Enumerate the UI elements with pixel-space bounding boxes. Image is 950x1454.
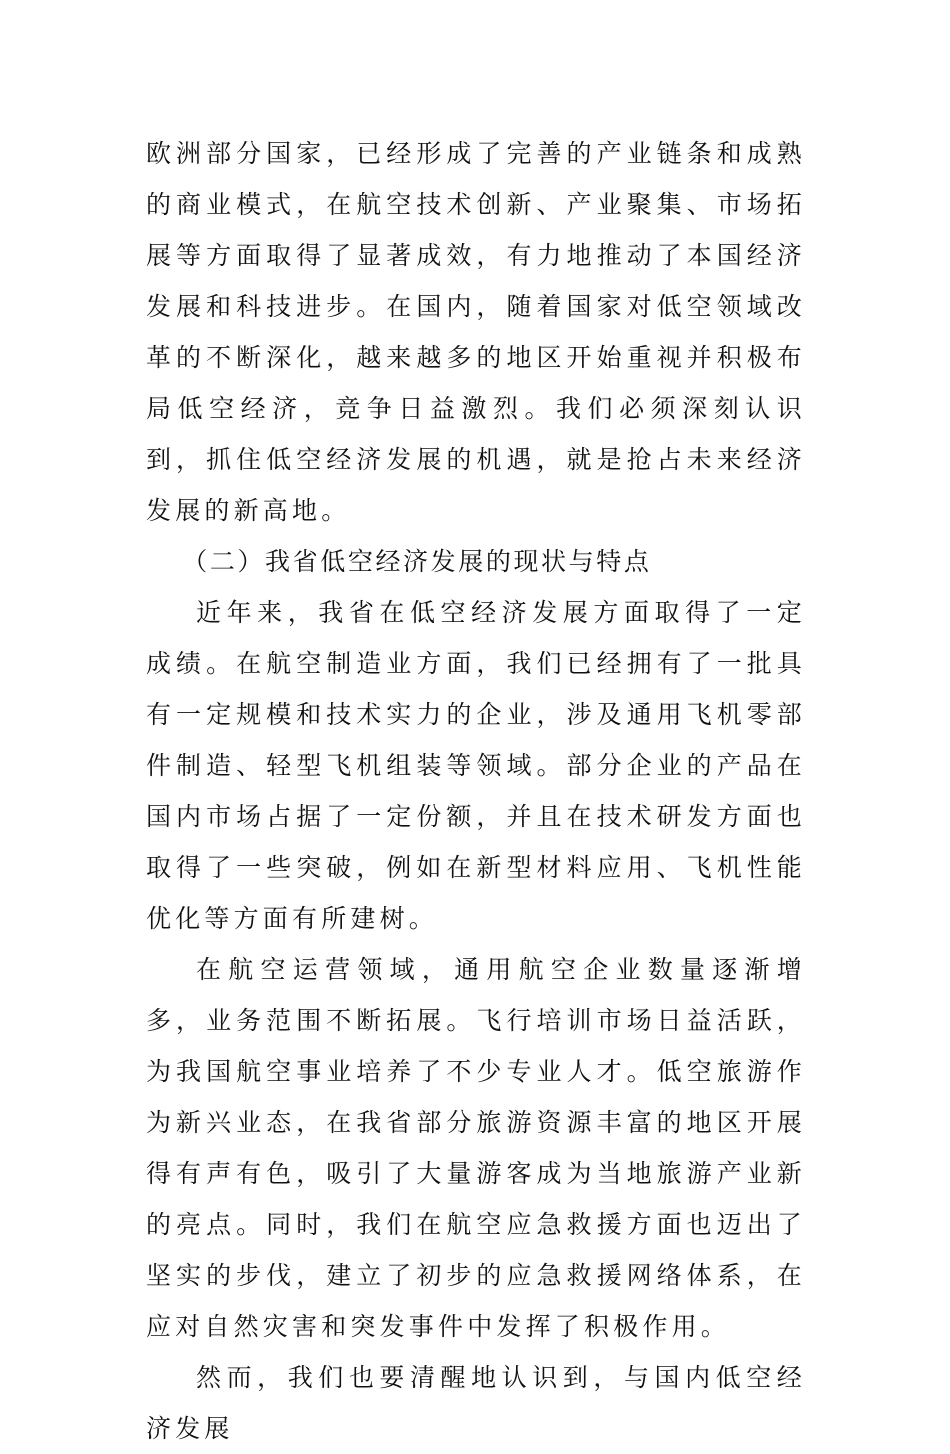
paragraph: 然而，我们也要清醒地认识到，与国内低空经济发展	[146, 1363, 806, 1443]
section-heading: （二）我省低空经济发展的现状与特点	[182, 547, 652, 576]
paragraph: 在航空运营领域，通用航空企业数量逐渐增多，业务范围不断拓展。飞行培训市场日益活跃，为我国航空事业培养了不少专业人才。低空旅游作为新兴业态，在我省部分旅游资源丰富的地区开展得有声有色，吸引了大量游客成为当地旅游产业新的亮点。同时，我们在航空应急救援方面也迈出了坚实的步伐，建立了初步的应急救援网络体系，在应对自然灾害和突发事件中发挥了积极作用。	[146, 955, 806, 1341]
paragraph-continuation: 欧洲部分国家，已经形成了完善的产业链条和成熟的商业模式，在航空技术创新、产业聚集、市场拓展等方面取得了显著成效，有力地推动了本国经济发展和科技进步。在国内，随着国家对低空领域改革的不断深化，越来越多的地区开始重视并积极布局低空经济，竞争日益激烈。我们必须深刻认识到，抓住低空经济发展的机遇，就是抢占未来经济发展的新高地。	[146, 139, 806, 525]
document-page	[146, 128, 806, 1454]
paragraph: 近年来，我省在低空经济发展方面取得了一定成绩。在航空制造业方面，我们已经拥有了一批具有一定规模和技术实力的企业，涉及通用飞机零部件制造、轻型飞机组装等领域。部分企业的产品在国内市场占据了一定份额，并且在技术研发方面也取得了一些突破，例如在新型材料应用、飞机性能优化等方面有所建树。	[146, 598, 806, 933]
